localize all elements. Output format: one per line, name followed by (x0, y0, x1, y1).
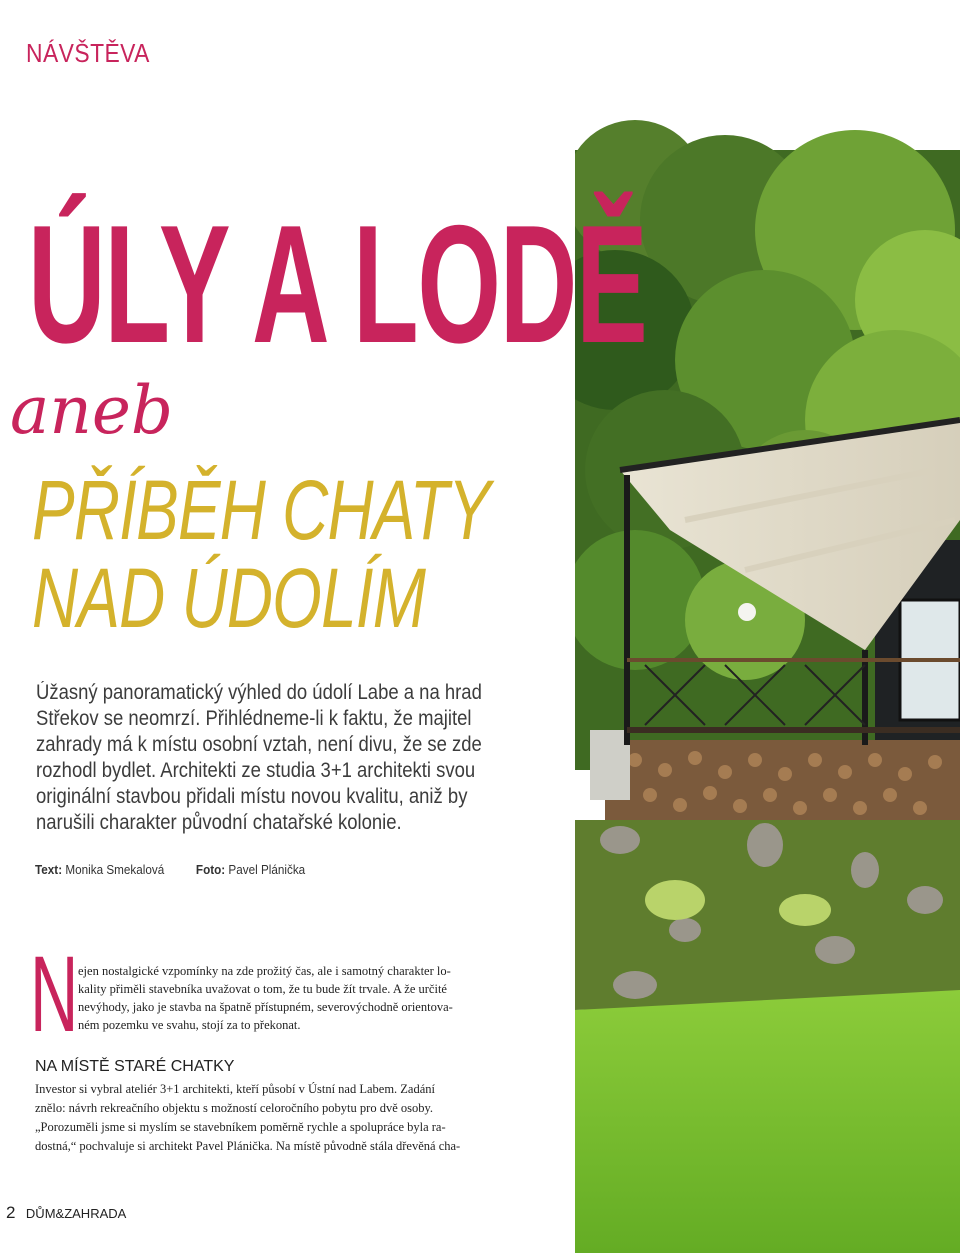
article-subtitle (32, 463, 490, 645)
subtitle-line: PŘÍBĚH CHATY (32, 463, 490, 557)
credits (35, 862, 305, 877)
body-line: Investor si vybral ateliér 3+1 architekti, kteří působí v Ústní nad Labem. Zadání (35, 1082, 435, 1096)
text-credit-label: Text: (35, 862, 63, 877)
article-title: ÚLY A LODĚ (28, 190, 647, 378)
photo-credit-label: Foto: (195, 862, 226, 877)
lead-line: kality přiměli stavebníka uvažovat o tom, že tu bude žít trvale. A že určité (78, 982, 447, 996)
lead-paragraph (78, 962, 538, 1034)
title-conjunction: aneb (10, 372, 174, 449)
magazine-name: DŮM&ZAHRADA (25, 1206, 127, 1221)
subtitle-line: NAD ÚDOLÍM (32, 551, 426, 645)
text-credit-author: Monika Smekalová (65, 862, 165, 877)
lead-line: nevýhody, jako je stavba na špatně přístupném, severovýchodně orientova- (78, 1000, 453, 1014)
page-number: 2 (6, 1203, 16, 1222)
body-paragraph (35, 1080, 535, 1156)
section-label: NÁVŠTĚVA (26, 38, 150, 68)
perex-line: Úžasný panoramatický výhled do údolí Labe a na hrad (36, 681, 482, 704)
photo-credit-author: Pavel Plánička (228, 862, 306, 877)
perex-line: narušili charakter původní chatařské kolonie. (36, 811, 402, 834)
perex-line: rozhodl bydlet. Architekti ze studia 3+1 architekti svou (36, 759, 476, 782)
lead-line: ném pozemku ve svahu, stojí za to překonat. (78, 1018, 301, 1032)
body-line: dostná,“ pochvaluje si architekt Pavel Plánička. Na místě původně stála dřevěná cha- (35, 1139, 461, 1153)
body-line: „Porozuměli jsme si myslím se stavebníkem poměrně rychle a spolupráce byla ra- (35, 1120, 446, 1134)
perex-line: originální stavbou přidali místu novou kvalitu, aniž by (36, 785, 468, 808)
page-footer (6, 1203, 126, 1223)
perex-line: zahrady má k místu osobní vztah, není divu, že se zde (36, 733, 482, 756)
body-line: znělo: návrh rekreačního objektu s možností celoročního pobytu pro dvě osoby. (35, 1101, 434, 1115)
drop-cap: N (30, 933, 79, 1054)
lead-line: ejen nostalgické vzpomínky na zde prožitý čas, ale i samotný charakter lo- (78, 964, 451, 978)
perex-line: Střekov se neomrzí. Přihlédneme-li k faktu, že majitel (36, 707, 472, 730)
perex (36, 680, 502, 836)
section-heading: NA MÍSTĚ STARÉ CHATKY (35, 1058, 235, 1075)
cabin-photo (575, 0, 960, 1253)
